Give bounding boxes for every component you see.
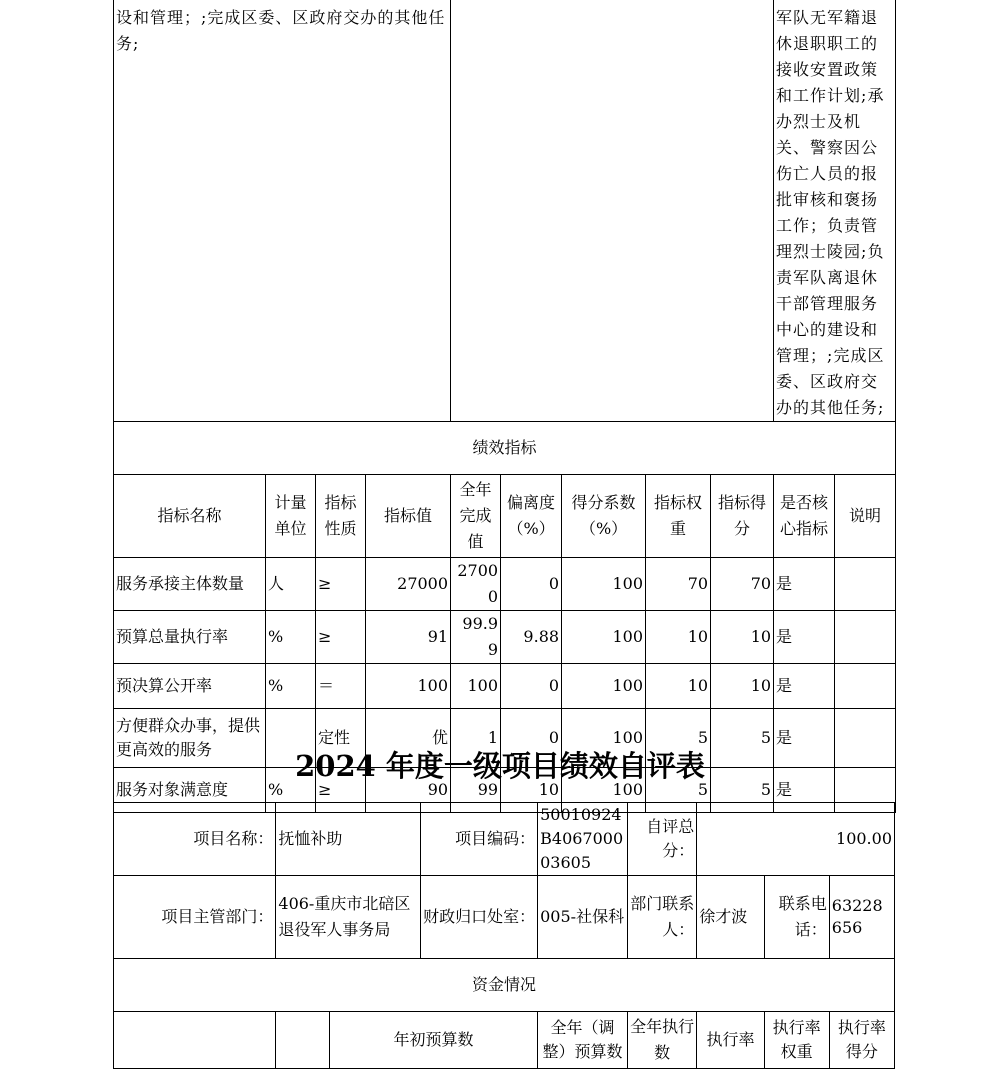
indicator-actual: 100	[451, 664, 501, 709]
indicator-name: 服务承接主体数量	[114, 558, 266, 611]
finance-value: 005-社保科	[538, 876, 628, 959]
indicator-actual: 99.99	[451, 611, 501, 664]
perf-header-cell: 指标值	[366, 475, 451, 558]
indicator-score: 5	[711, 768, 774, 813]
indicator-score: 5	[711, 709, 774, 768]
indicator-weight: 5	[646, 768, 711, 813]
perf-header-cell: 指标名称	[114, 475, 266, 558]
indicator-target: 91	[366, 611, 451, 664]
indicator-score: 10	[711, 664, 774, 709]
funds-header-cell: 全年（调整）预算数	[538, 1012, 628, 1069]
perf-section-title: 绩效指标	[114, 422, 896, 475]
funds-section-title: 资金情况	[114, 959, 895, 1012]
perf-header-cell: 说明	[835, 475, 896, 558]
blank-cell	[114, 1012, 276, 1069]
indicator-unit: 人	[266, 558, 316, 611]
indicator-deviation: 0	[501, 709, 562, 768]
score-value: 100.00	[697, 803, 895, 876]
perf-header-cell: 指标性质	[316, 475, 366, 558]
table-row	[114, 664, 896, 709]
contact-label: 部门联系人：	[627, 876, 696, 959]
funds-header-cell: 年初预算数	[329, 1012, 537, 1069]
indicator-core: 是	[774, 664, 835, 709]
perf-header-cell: 偏离度（%）	[501, 475, 562, 558]
indicator-target: 100	[366, 664, 451, 709]
indicator-nature: 定性	[316, 709, 366, 768]
indicator-coef: 100	[562, 768, 646, 813]
funds-header-row	[114, 1012, 895, 1069]
indicator-target: 优	[366, 709, 451, 768]
funds-header-cell: 执行率	[697, 1012, 764, 1069]
project-name-label: 项目名称：	[114, 803, 276, 876]
perf-header-cell: 指标权重	[646, 475, 711, 558]
indicator-core: 是	[774, 768, 835, 813]
indicator-coef: 100	[562, 709, 646, 768]
document-title: 2024 年度一级项目绩效自评表	[295, 749, 705, 783]
indicator-unit: %	[266, 611, 316, 664]
indicator-deviation: 10	[501, 768, 562, 813]
perf-header-cell: 得分系数（%）	[562, 475, 646, 558]
perf-header-cell: 计量单位	[266, 475, 316, 558]
indicator-note	[835, 611, 896, 664]
indicator-actual: 1	[451, 709, 501, 768]
project-code-value: 50010924B406700003605	[538, 803, 628, 876]
indicator-nature: ≥	[316, 558, 366, 611]
indicator-target: 90	[366, 768, 451, 813]
indicator-nature: ≥	[316, 768, 366, 813]
responsibility-left-cell	[114, 0, 451, 422]
table-row	[114, 611, 896, 664]
table-row	[114, 558, 896, 611]
perf-header-cell: 全年完成值	[451, 475, 501, 558]
project-name-value: 抚恤补助	[276, 803, 420, 876]
funds-header-cell: 执行率权重	[764, 1012, 829, 1069]
contact-value: 徐才波	[697, 876, 764, 959]
indicator-note	[835, 664, 896, 709]
indicator-deviation: 0	[501, 558, 562, 611]
indicator-weight: 10	[646, 611, 711, 664]
responsibility-right-text: 军队无军籍退休退职职工的接收安置政策和工作计划;承办烈士及机关、警察因公伤亡人员的报批审核和褒扬工作；负责管理烈士陵园;负责军队离退休干部管理服务中心的建设和管理；;完成区委、区政府交办的其他任务;	[776, 8, 885, 417]
perf-header-cell: 是否核心指标	[774, 475, 835, 558]
responsibility-right-cell	[774, 0, 896, 422]
indicator-score: 70	[711, 558, 774, 611]
indicator-weight: 70	[646, 558, 711, 611]
indicator-deviation: 0	[501, 664, 562, 709]
indicator-unit: %	[266, 768, 316, 813]
phone-value: 63228656	[829, 876, 894, 959]
indicator-note	[835, 558, 896, 611]
project-code-label: 项目编码：	[420, 803, 538, 876]
indicator-name: 预决算公开率	[114, 664, 266, 709]
indicator-actual: 99	[451, 768, 501, 813]
indicator-actual: 27000	[451, 558, 501, 611]
dept-value: 406-重庆市北碚区退役军人事务局	[276, 876, 420, 959]
finance-label: 财政归口处室：	[420, 876, 538, 959]
blank-cell	[451, 0, 774, 422]
phone-label: 联系电话：	[764, 876, 829, 959]
perf-header-cell: 指标得分	[711, 475, 774, 558]
indicator-core: 是	[774, 558, 835, 611]
indicator-coef: 100	[562, 611, 646, 664]
indicator-coef: 100	[562, 558, 646, 611]
indicator-weight: 10	[646, 664, 711, 709]
indicator-core: 是	[774, 611, 835, 664]
dept-label: 项目主管部门：	[114, 876, 276, 959]
indicator-coef: 100	[562, 664, 646, 709]
project-table	[113, 802, 895, 1069]
indicator-deviation: 9.88	[501, 611, 562, 664]
indicator-score: 10	[711, 611, 774, 664]
blank-cell	[276, 1012, 329, 1069]
funds-header-cell: 全年执行数	[627, 1012, 696, 1069]
indicator-name: 预算总量执行率	[114, 611, 266, 664]
score-label: 自评总分：	[627, 803, 696, 876]
indicator-name: 方便群众办事，提供更高效的服务	[114, 709, 266, 768]
indicator-name: 服务对象满意度	[114, 768, 266, 813]
indicator-core: 是	[774, 709, 835, 768]
indicator-unit: %	[266, 664, 316, 709]
responsibility-left-text: 设和管理；;完成区委、区政府交办的其他任务;	[116, 8, 446, 53]
performance-table	[113, 0, 896, 813]
funds-header-cell: 执行率得分	[829, 1012, 894, 1069]
indicator-nature: ≥	[316, 611, 366, 664]
perf-header-row	[114, 475, 896, 558]
indicator-weight: 5	[646, 709, 711, 768]
indicator-nature: ＝	[316, 664, 366, 709]
indicator-target: 27000	[366, 558, 451, 611]
